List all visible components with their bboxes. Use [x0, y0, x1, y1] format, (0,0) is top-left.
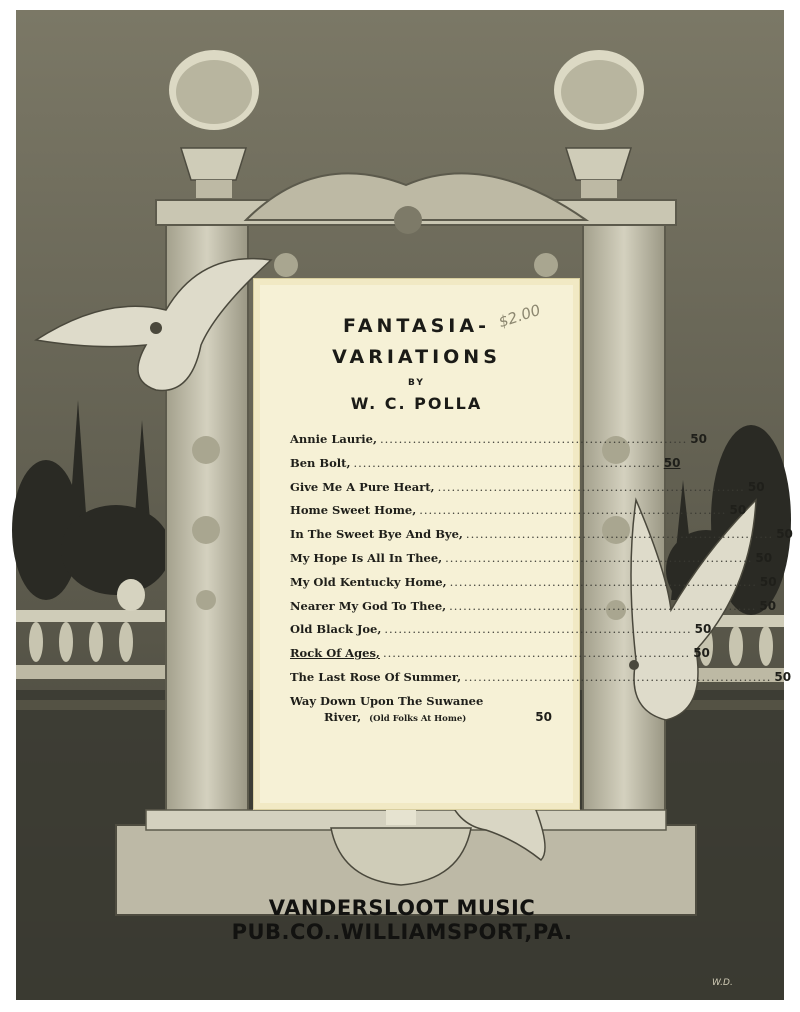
song-list [290, 432, 793, 734]
song-price: 50 [535, 709, 552, 724]
song-item: Home Sweet Home, .................................................................. 50 [290, 503, 747, 518]
song-price: 50 [690, 432, 707, 446]
song-item: My Old Kentucky Home, .................................................................. 50 [290, 574, 777, 589]
title-line-1: FANTASIA- [343, 315, 490, 337]
title-line-2: VARIATIONS [332, 346, 501, 368]
song-price: 50 [755, 550, 773, 565]
song-item: The Last Rose Of Summer, .................................................................. 50 [290, 669, 792, 684]
song-subtitle: (Old Folks At Home) [369, 713, 467, 724]
song-title: Rock Of Ages, [290, 646, 380, 661]
song-price: 50 [693, 646, 710, 661]
song-price: 50 [663, 455, 681, 470]
song-price: 50 [759, 574, 777, 589]
author-name: W. C. POLLA [350, 394, 483, 413]
song-title-continued: River, [324, 709, 362, 724]
song-title: Nearer My God To Thee, [290, 598, 447, 613]
song-item: Give Me A Pure Heart, .................................................................. 50 [290, 479, 765, 494]
song-item: Nearer My God To Thee, .................................................................. 50 [290, 598, 777, 613]
song-price: 50 [747, 479, 765, 494]
sheet-music-cover [16, 10, 793, 1000]
song-price: 50 [774, 669, 792, 684]
song-item: My Hope Is All In Thee, .................................................................. 50 [290, 550, 773, 565]
song-price: 50 [729, 503, 747, 518]
song-title: My Old Kentucky Home, [290, 574, 447, 589]
song-title: Ben Bolt, [290, 455, 351, 470]
song-title: Give Me A Pure Heart, [290, 479, 435, 494]
song-title: Way Down Upon The Suwanee [290, 693, 484, 708]
song-title: Annie Laurie, [290, 432, 377, 446]
song-price: 50 [694, 622, 712, 637]
song-item: In The Sweet Bye And Bye, .................................................................. 50 [290, 527, 793, 542]
song-list-panel [253, 278, 793, 810]
song-item [290, 694, 552, 734]
song-title: The Last Rose Of Summer, [290, 669, 462, 684]
handwritten-price: $2.00 [496, 300, 543, 332]
publisher-imprint: VANDERSLOOT MUSIC PUB.CO..WILLIAMSPORT,PA. [231, 896, 573, 944]
song-item: Rock Of Ages, .................................................................. 50 [290, 646, 710, 661]
song-title: Old Black Joe, [290, 622, 382, 637]
by-label: BY [408, 378, 425, 388]
song-price: 50 [759, 598, 777, 613]
song-item: Ben Bolt, .................................................................. 50 [290, 455, 681, 470]
song-price: 50 [776, 527, 793, 542]
song-item: Annie Laurie, .................................................................. 50 [290, 432, 707, 446]
artist-signature: W.D. [712, 978, 733, 988]
song-title: In The Sweet Bye And Bye, [290, 527, 463, 542]
song-title: Home Sweet Home, [290, 503, 417, 518]
song-title: My Hope Is All In Thee, [290, 550, 443, 565]
song-item: Old Black Joe, .................................................................. 50 [290, 622, 712, 637]
